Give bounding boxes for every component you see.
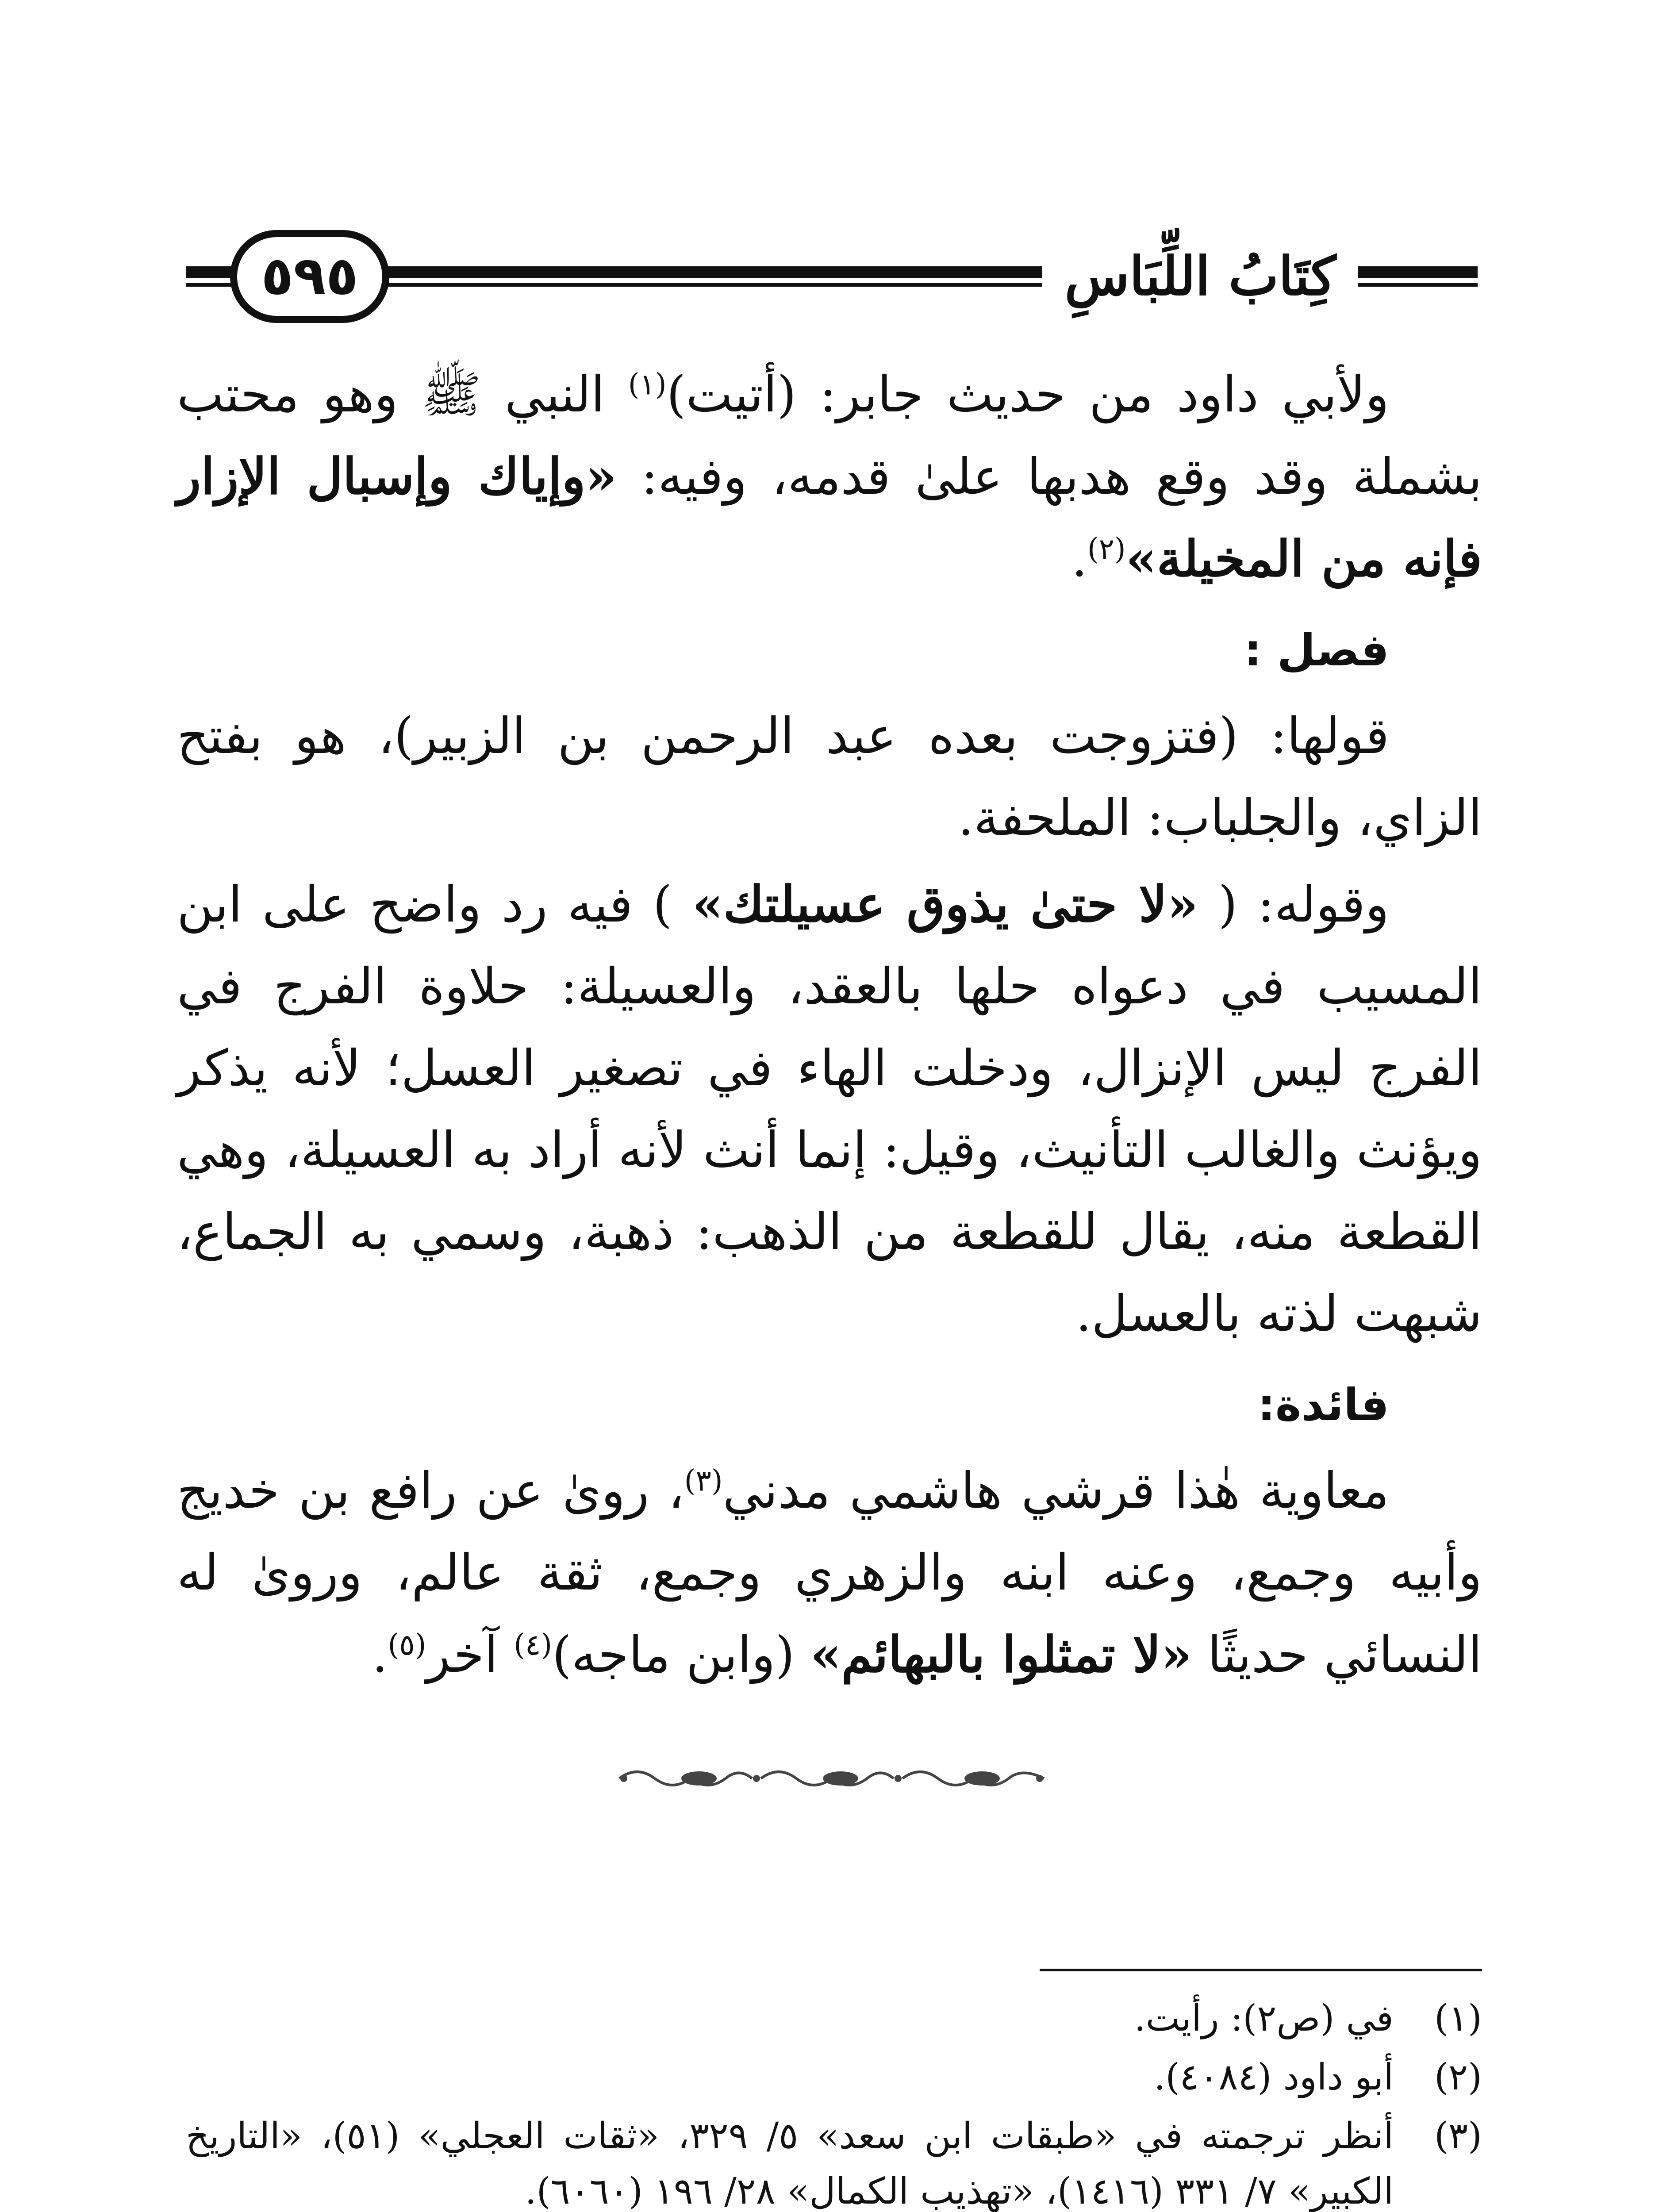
paragraph-tazawwajat: قولها: (فتزوجت بعده عبد الرحمن بن الزبير)، هو بفتح الزاي، والجلباب: الملحفة. bbox=[177, 707, 1482, 847]
footnote-number: (١) bbox=[1434, 1997, 1482, 2039]
footnote-text: أنظر ترجمته في «طبقات ابن سعد» ٥/ ٣٢٩، «ثقات العجلي» (٥١)، «التاريخ الكبير» ٧/ ٣٣١ (١٤١٦)، «تهذيب الكمال» ٢٨/ ١٩٦ (٦٠٦٠). bbox=[186, 2115, 1394, 2212]
text-run: ) فيه رد واضح على ابن المسيب في دعواه حلها بالعقد، والعسيلة: حلاوة الفرج في الفرج ليس الإنزال، ودخلت الهاء في تصغير العسل؛ لأنه يذكر ويؤنث والغالب التأنيث، وقيل: إنما أنث لأنه أراد به العسيلة، وهي القطعة منه، يقال للقطعة من الذهب: ذهبة، وسمي به الجماع، شبهت لذته بالعسل. bbox=[177, 876, 1482, 1343]
text-run: . bbox=[372, 1626, 388, 1684]
section-heading-fasl: فصل : bbox=[1244, 624, 1389, 676]
running-header bbox=[186, 230, 1478, 323]
footnote-separator bbox=[1040, 1969, 1482, 1971]
running-title-box bbox=[1042, 243, 1358, 310]
decorative-scroll-ornament-icon bbox=[611, 1761, 1053, 1796]
text-run: معاوية هٰذا قرشي هاشمي مدني bbox=[722, 1462, 1389, 1520]
hadith-quote: «لا تمثلوا بالبهائم» bbox=[810, 1626, 1192, 1684]
text-run: ولأبي داود من حديث جابر: (أتيت) bbox=[666, 366, 1389, 423]
hadith-quote: «وإياك وإسبال الإزار فإنه من المخيلة» bbox=[177, 448, 1482, 588]
page-number: ٥٩٥ bbox=[261, 246, 358, 307]
text-run: وقوله: ( bbox=[1198, 876, 1390, 933]
footnote-item bbox=[186, 2108, 1482, 2212]
footnote-item bbox=[186, 1991, 1482, 2046]
footnote-ref-4[interactable]: (٤) bbox=[514, 1628, 553, 1662]
header-rule-right bbox=[1376, 266, 1478, 287]
text-run: (وابن ماجه) bbox=[552, 1626, 810, 1684]
footnote-text: في (ص٢): رأيت. bbox=[1134, 1997, 1394, 2039]
text-run: آخر bbox=[426, 1626, 514, 1684]
footnote-ref-1[interactable]: (١) bbox=[628, 367, 667, 402]
main-text bbox=[177, 354, 1482, 1701]
running-title: كِتَابُ اللِّبَاسِ bbox=[1064, 245, 1336, 307]
text-run: . bbox=[1071, 530, 1087, 588]
footnote-ref-3[interactable]: (٣) bbox=[684, 1463, 723, 1498]
footnote-text: أبو داود (٤٠٨٤). bbox=[1154, 2056, 1394, 2098]
page-number-frame bbox=[230, 230, 389, 323]
paragraph-jabir-hadith bbox=[177, 354, 1482, 600]
footnotes bbox=[186, 1991, 1482, 2212]
text-run: ، روىٰ عن رافع بن خديج وأبيه وجمع، وعنه ابنه والزهري وجمع، ثقة عالم، وروىٰ له النسائي حديثًا bbox=[177, 1462, 1482, 1684]
footnote-ref-2[interactable]: (٢) bbox=[1087, 532, 1126, 566]
footnote-ref-5[interactable]: (٥) bbox=[388, 1628, 426, 1662]
paragraph-muawiya bbox=[177, 1450, 1482, 1696]
footnote-number: (٣) bbox=[1434, 2115, 1482, 2157]
footnote-item bbox=[186, 2050, 1482, 2105]
hadith-quote: «لا حتىٰ يذوق عسيلتك» bbox=[692, 876, 1198, 933]
section-heading-faida: فائدة: bbox=[1257, 1379, 1389, 1431]
footnote-number: (٢) bbox=[1434, 2056, 1482, 2098]
text-run: النبي ﷺ وهو محتب بشملة وقد وقع هدبها علىٰ قدمه، وفيه: bbox=[177, 366, 1482, 506]
paragraph-usaylah bbox=[177, 864, 1482, 1355]
